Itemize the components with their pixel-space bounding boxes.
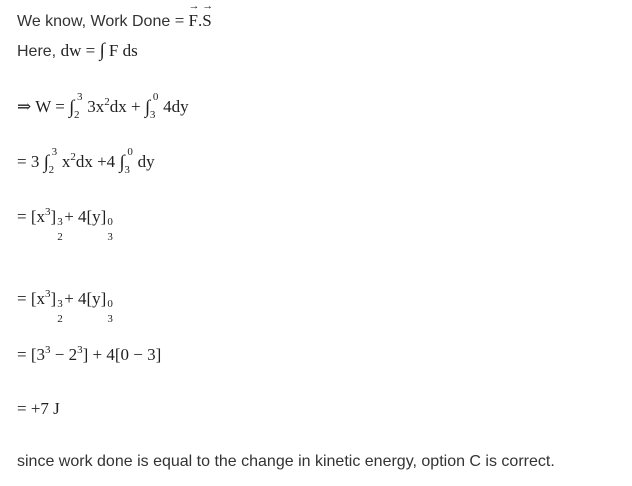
integral-2-to-3: ∫ 3 2 [69, 91, 83, 121]
integral-2-to-3: ∫ 3 2 [43, 146, 58, 176]
step-1-equals: = [50, 97, 70, 116]
here-label: Here, [17, 43, 61, 60]
bracket-close: ] [50, 207, 57, 226]
exponent-3: 3 [77, 344, 83, 356]
step-5-line [17, 344, 161, 365]
minus-2: − 2 [50, 345, 78, 364]
exponent-3: 3 [45, 206, 51, 218]
exponent-2: 2 [70, 151, 76, 163]
conclusion-text: since work done is equal to the change in kinetic energy, option C is correct. [17, 453, 555, 470]
term-3x: 3x [87, 97, 105, 116]
step-3-line: = $[x^3]$ 3 2 + 4[y] 0 3 [17, 206, 113, 243]
coefficient-3: 3 [30, 152, 44, 171]
step-1-line [17, 91, 189, 121]
dx-plus: dx + [109, 97, 145, 116]
bracket-x: [x [30, 207, 46, 226]
dot-operator: . [198, 11, 203, 30]
step-2-equals: = [17, 152, 31, 171]
exponent-3: 3 [45, 288, 51, 300]
term-dy: dy [137, 152, 155, 171]
step-4-line: = $[x^3]$ 3 2 + 4[y] 0 3 [17, 288, 113, 325]
term-4dy: 4dy [163, 97, 189, 116]
integral-sign: ∫ [99, 40, 105, 61]
intro-equals: = [174, 11, 189, 30]
intro-label: We know, Work Done [17, 13, 175, 30]
integral-3-to-0: ∫ 0 3 [144, 91, 159, 121]
implies-arrow: ⇒ [17, 97, 32, 116]
intro-line [17, 11, 212, 31]
step-6-equals: = [17, 399, 31, 418]
plus-4y: + 4[y] [64, 207, 107, 226]
force-vector: → F [189, 11, 198, 31]
w-term: W [31, 97, 51, 116]
step-6-line [17, 399, 60, 419]
bracket-x: [x [30, 289, 46, 308]
rest-term: ] + 4[0 − 3] [82, 345, 162, 364]
here-equals: = [81, 41, 100, 60]
dw-term: dw [60, 41, 82, 60]
bracket-close: ] [50, 289, 57, 308]
exponent-2: 2 [104, 96, 110, 108]
here-line [17, 40, 138, 62]
plus-4y: + 4[y] [64, 289, 107, 308]
step-5-equals: = [17, 345, 31, 364]
displacement-vector: → S [202, 11, 211, 31]
exponent-3: 3 [45, 344, 51, 356]
dx-plus-4: dx +4 [75, 152, 120, 171]
step-4-equals: = [17, 289, 31, 308]
step-2-line [17, 146, 155, 176]
step-3-equals: = [17, 207, 31, 226]
term-x: x [61, 152, 71, 171]
integral-3-to-0: ∫ 0 3 [119, 146, 133, 176]
bracket-3: [3 [30, 345, 46, 364]
f-ds-term: F ds [104, 41, 138, 60]
result-value: +7 J [30, 399, 60, 418]
